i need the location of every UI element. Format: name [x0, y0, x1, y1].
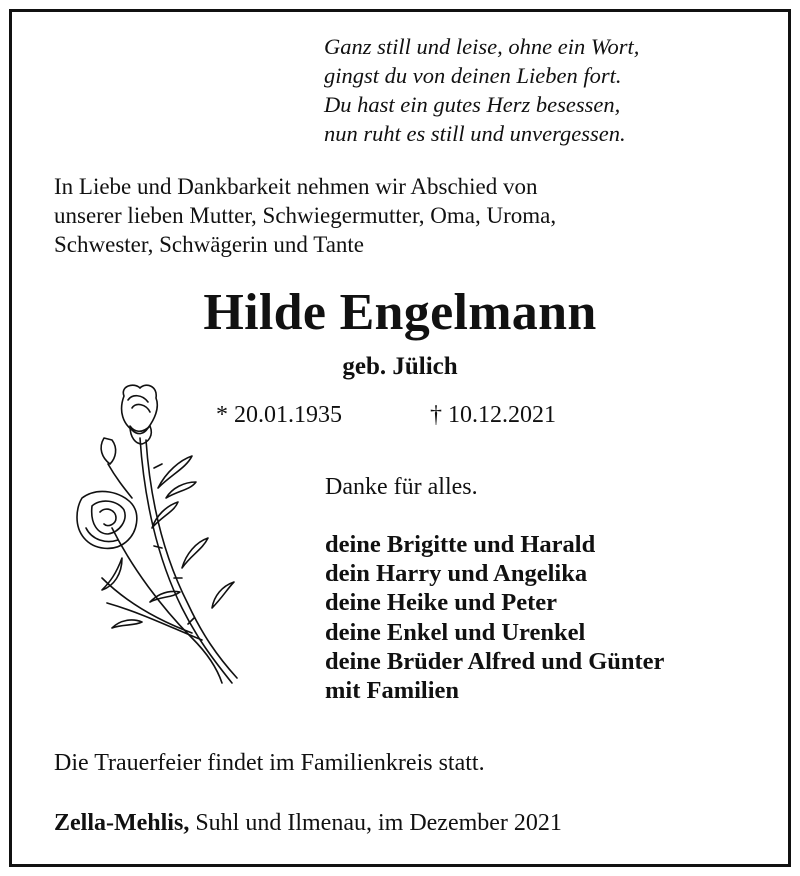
family-line: deine Enkel und Urenkel: [325, 618, 586, 646]
birth-date: * 20.01.1935: [216, 402, 342, 428]
place-rest: Suhl und Ilmenau, im Dezember 2021: [189, 810, 562, 836]
intro-line: In Liebe und Dankbarkeit nehmen wir Abschied von: [54, 174, 538, 199]
family-line: deine Brüder Alfred und Günter: [325, 647, 665, 675]
family-list: [325, 530, 664, 705]
poem-line: Du hast ein gutes Herz besessen,: [324, 92, 621, 117]
birth-name: geb. Jülich: [342, 353, 458, 380]
rose-icon: [62, 378, 252, 688]
intro-line: unserer lieben Mutter, Schwiegermutter, Oma, Uroma,: [54, 203, 557, 228]
poem: [324, 32, 639, 148]
intro-line: Schwester, Schwägerin und Tante: [54, 232, 365, 257]
family-line: deine Brigitte und Harald: [325, 531, 596, 558]
thanks-text: Danke für alles.: [325, 474, 478, 500]
poem-line: gingst du von deinen Lieben fort.: [324, 63, 622, 88]
death-date: † 10.12.2021: [430, 402, 556, 428]
town-name: Zella-Mehlis,: [54, 810, 190, 836]
family-line: deine Heike und Peter: [325, 589, 558, 617]
place-date-line: [54, 808, 562, 838]
family-line: dein Harry und Angelika: [325, 560, 588, 588]
family-line: mit Familien: [325, 677, 460, 705]
poem-line: Ganz still und leise, ohne ein Wort,: [324, 34, 640, 59]
deceased-name: Hilde Engelmann: [203, 284, 597, 341]
intro-text: [54, 172, 556, 259]
ceremony-note: Die Trauerfeier findet im Familienkreis statt.: [54, 750, 485, 776]
poem-line: nun ruht es still und unvergessen.: [324, 121, 626, 146]
